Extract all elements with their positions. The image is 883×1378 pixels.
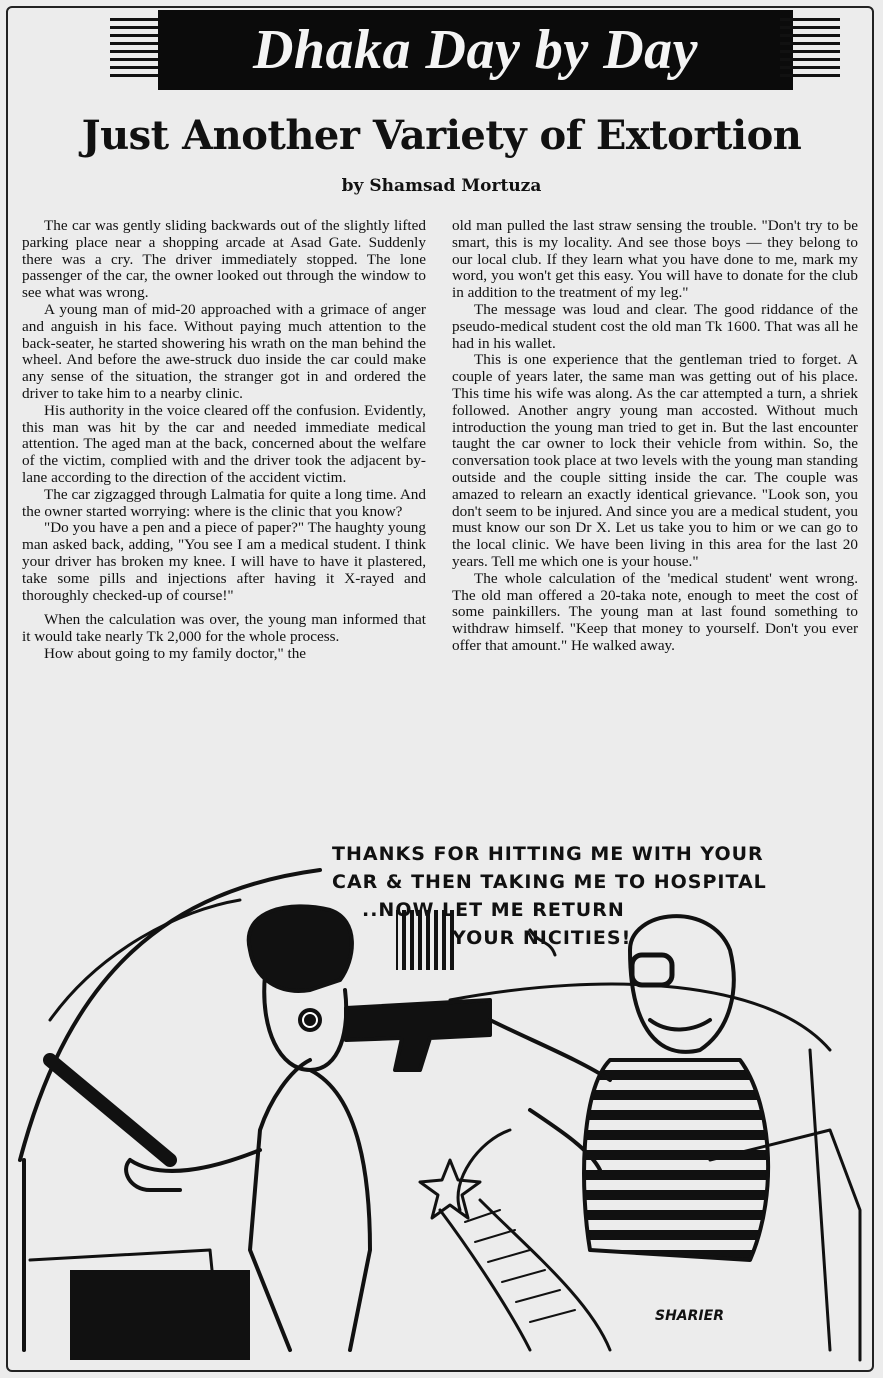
paragraph: A young man of mid-20 approached with a grimace of anger and anguish in his face. Without paying much attention to the back-seater, he started showering his wrath on the man behind the wheel. And before the awe-struck duo inside the car could make any sense of the situation, the stranger got in and ordered the driver to take him to a nearby clinic. xyxy=(22,300,426,402)
paragraph: The car zigzagged through Lalmatia for quite a long time. And the owner started worrying: where is the clinic that you know? xyxy=(22,485,426,520)
paragraph: The whole calculation of the 'medical student' went wrong. The old man offered a 20-taka note, enough to meet the cost of some painkillers. The young man at last found something to withdraw himself. "Keep that money to yourself. Don't you ever offer that amount." He walked away. xyxy=(452,569,858,654)
paragraph: This is one experience that the gentleman tried to forget. A couple of years later, the same man was getting out of his place. This time his wife was along. As the car attempted a turn, a shriek followed. Another angry young man accosted. Without much introduction the young man tried to get in. But the last encounter taught the car owner to lock their vehicle from within. So, the conversation took place at two levels with the young man standing outside and the couple sitting inside the car. The couple was amazed to relearn an exactly identical grievance. "Look son, you don't seem to be injured. And since you are a medical student, you must know our son Dr X. Let us take you to him or we can go to the local clinic. We have been living in this area for the last 20 years. Tell me which one is your house." xyxy=(452,351,858,570)
banner-hatch-right xyxy=(780,18,840,82)
paragraph: The car was gently sliding backwards out of the slightly lifted parking place near a shopping arcade at Asad Gate. Suddenly there was a cry. The driver immediately stopped. The lone passenger of the car, the owner looked out through the window to see what was wrong. xyxy=(22,217,426,302)
paragraph: When the calculation was over, the young man informed that it would take nearly Tk 2,000 for the whole process. xyxy=(22,611,426,646)
steering-wheel xyxy=(50,1060,170,1160)
caption-line: YOUR NICITIES! xyxy=(452,927,632,949)
cartoonist-signature: SHARIER xyxy=(655,1308,724,1324)
passenger-shirt xyxy=(584,1060,768,1260)
caption-line: THANKS FOR HITTING ME WITH YOUR xyxy=(332,843,764,865)
byline: by Shamsad Mortuza xyxy=(341,176,542,196)
paragraph: "Do you have a pen and a piece of paper?" The haughty young man asked back, adding, "You see I am a medical student. I think your driver has broken my knee. I will have to have it plastered, take some pills and injections after having it X-rayed and thoroughly checked-up of course!" xyxy=(22,519,426,604)
caption-line: CAR & THEN TAKING ME TO HOSPITAL xyxy=(332,871,767,893)
caption-line: ..NOW LET ME RETURN xyxy=(362,899,625,921)
paragraph: old man pulled the last straw sensing the trouble. "Don't try to be smart, this is my locality. And see those boys — they belong to our local club. If they learn what you have done to me, mark my word, you won't get this easy. You will have to donate for the club in addition to the treatment of my leg." xyxy=(452,217,858,302)
article-column-right xyxy=(452,218,858,655)
paragraph: The message was loud and clear. The good riddance of the pseudo-medical student cost the old man Tk 1600. That was all he had in his wallet. xyxy=(452,300,858,352)
section-title: Dhaka Day by Day xyxy=(158,10,793,90)
gun xyxy=(346,1000,490,1070)
passenger-bandaged-leg xyxy=(440,1210,530,1350)
article-column-left xyxy=(22,218,426,663)
impact-star xyxy=(420,1160,480,1218)
paragraph: His authority in the voice cleared off the confusion. Evidently, this man was hit by the car and needed immediate medical attention. The aged man at the back, concerned about the welfare of the victim, complied with and the driver took the adjacent by-lane according to the direction of the accident victim. xyxy=(22,401,426,486)
paragraph: How about going to my family doctor," the xyxy=(44,644,307,662)
driver-body xyxy=(250,1060,310,1350)
headline: Just Another Variety of Extortion xyxy=(81,112,802,159)
driver-trousers xyxy=(70,1270,250,1360)
section-banner xyxy=(110,10,840,90)
cartoon-speech-caption xyxy=(330,840,870,952)
